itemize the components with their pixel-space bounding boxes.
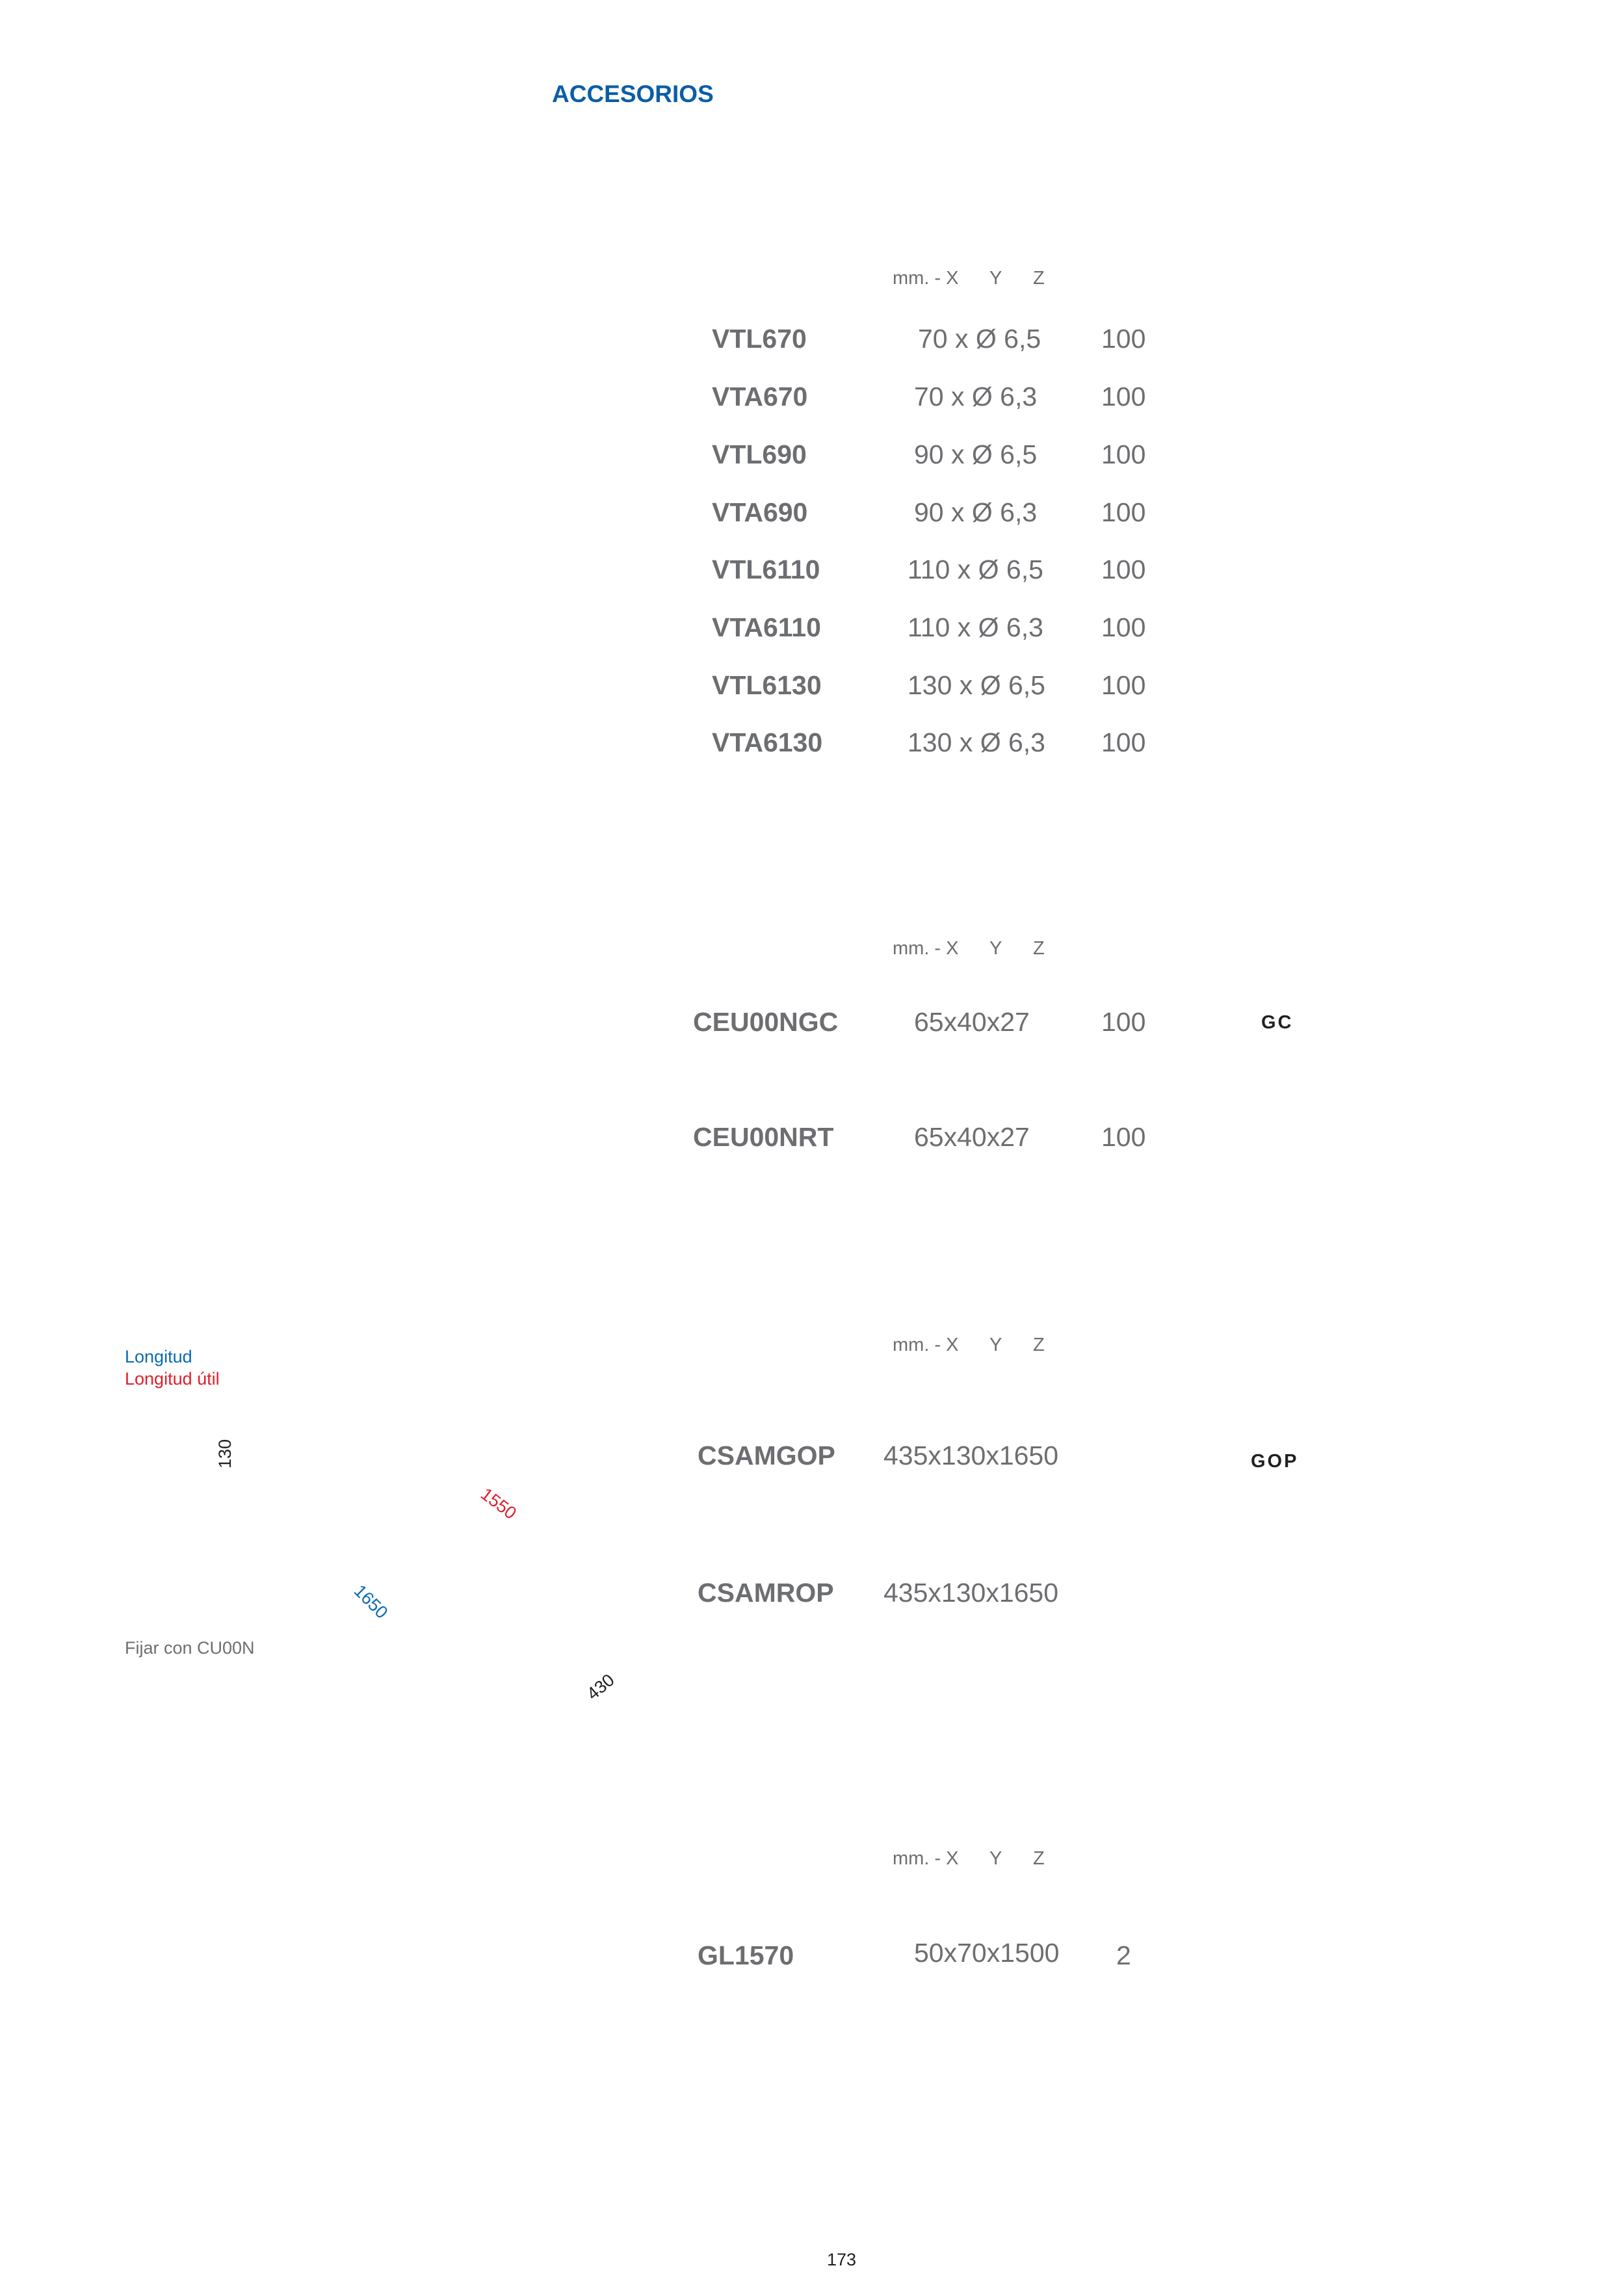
dimension-length: 1650 — [350, 1581, 392, 1623]
product-quantity: 100 — [1101, 612, 1146, 642]
column-header-z: Z — [1033, 1335, 1045, 1355]
product-dimensions: 65x40x27 — [914, 1122, 1030, 1152]
dimension-width: 430 — [583, 1670, 618, 1704]
product-code: VTA6110 — [712, 612, 821, 642]
legend-useful-length: Longitud útil — [125, 1369, 220, 1389]
product-code: VTA670 — [712, 382, 808, 411]
product-code: VTL670 — [712, 324, 807, 354]
column-header-y: Y — [989, 1848, 1002, 1869]
column-header-x: mm. - X — [893, 268, 959, 289]
product-code: VTA6130 — [712, 727, 823, 757]
dimension-height: 130 — [215, 1439, 235, 1468]
product-dimensions: 50x70x1500 — [914, 1938, 1060, 1968]
product-quantity: 100 — [1101, 497, 1146, 527]
product-quantity: 100 — [1101, 1122, 1146, 1152]
product-dimensions: 65x40x27 — [914, 1007, 1030, 1037]
column-header-x: mm. - X — [893, 1335, 959, 1355]
column-header-x: mm. - X — [893, 1848, 959, 1869]
product-dimensions: 110 x Ø 6,3 — [908, 612, 1043, 642]
product-dimensions: 130 x Ø 6,3 — [908, 727, 1045, 757]
product-code: VTL690 — [712, 439, 807, 469]
column-header-z: Z — [1033, 938, 1045, 959]
page-title: ACCESORIOS — [552, 81, 714, 107]
product-code: CSAMROP — [698, 1578, 834, 1608]
column-header-z: Z — [1033, 1848, 1045, 1869]
product-dimensions: 90 x Ø 6,5 — [914, 439, 1038, 469]
finish-tag: GC — [1261, 1012, 1294, 1033]
column-header-y: Y — [989, 938, 1002, 959]
finish-tag: GOP — [1251, 1451, 1299, 1472]
product-code: GL1570 — [698, 1940, 794, 1970]
legend-length: Longitud — [125, 1347, 192, 1366]
product-quantity: 100 — [1101, 382, 1146, 411]
product-code: VTA690 — [712, 497, 808, 527]
product-dimensions: 110 x Ø 6,5 — [908, 554, 1043, 584]
product-quantity: 2 — [1116, 1940, 1131, 1970]
product-code: CEU00NGC — [693, 1007, 839, 1037]
product-dimensions: 70 x Ø 6,5 — [918, 324, 1041, 354]
product-code: CEU00NRT — [693, 1122, 834, 1152]
column-header-y: Y — [989, 1335, 1002, 1355]
product-dimensions: 130 x Ø 6,5 — [908, 670, 1045, 700]
product-dimensions: 435x130x1650 — [883, 1578, 1059, 1608]
column-header-z: Z — [1033, 268, 1045, 289]
product-dimensions: 435x130x1650 — [883, 1441, 1059, 1470]
product-code: CSAMGOP — [698, 1441, 835, 1470]
column-header-x: mm. - X — [893, 938, 959, 959]
product-dimensions: 90 x Ø 6,3 — [914, 497, 1038, 527]
product-quantity: 100 — [1101, 439, 1146, 469]
product-quantity: 100 — [1101, 670, 1146, 700]
product-code: VTL6110 — [712, 554, 820, 584]
dimension-useful-length: 1550 — [477, 1484, 520, 1524]
product-quantity: 100 — [1101, 1007, 1146, 1037]
product-code: VTL6130 — [712, 670, 822, 700]
column-header-y: Y — [989, 268, 1002, 289]
product-quantity: 100 — [1101, 324, 1146, 354]
fixing-note: Fijar con CU00N — [125, 1638, 255, 1658]
product-quantity: 100 — [1101, 554, 1146, 584]
page-number: 173 — [827, 2250, 857, 2269]
product-dimensions: 70 x Ø 6,3 — [914, 382, 1038, 411]
product-quantity: 100 — [1101, 727, 1146, 757]
